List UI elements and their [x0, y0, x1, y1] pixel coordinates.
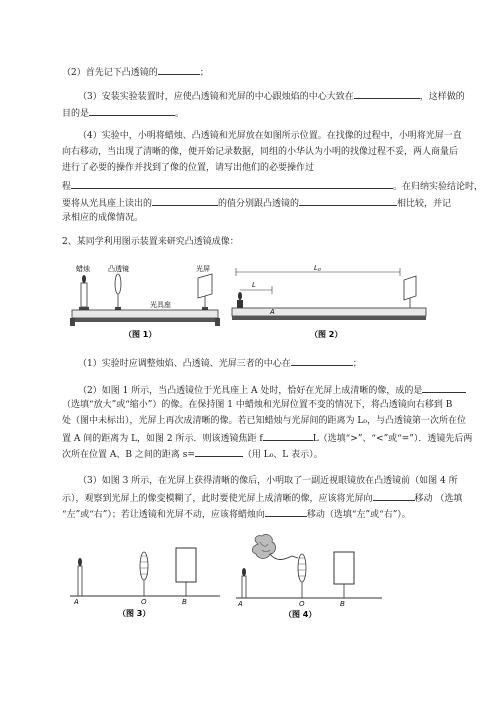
point-a-label: A	[238, 601, 243, 608]
q2-item-3-line2: 示），观察到光屏上的像变模糊了，此时要使光屏上成清晰的像，应该将光屏向 移动 （选填	[62, 491, 462, 505]
answer-blank[interactable]	[354, 89, 420, 99]
candle-icon	[79, 275, 89, 310]
answer-blank[interactable]	[152, 196, 218, 206]
q1-item-4-line5: 要将从光具座上读出的 的值分别跟凸透镜的 相比较，并记	[62, 196, 451, 210]
optical-bench	[232, 308, 426, 320]
q1-item-3-line2: 目的是 。	[62, 106, 184, 120]
convex-lens-icon	[298, 554, 306, 598]
candle-label: 蜡烛	[76, 266, 90, 273]
q2-item-3-line3: “左”或“右”）；若让透镜和光屏不动，应该将蜡烛向 移动（选填“左”或“右”）。	[62, 507, 411, 521]
convex-lens-icon	[140, 552, 148, 596]
q1-item-2: （2）首先记下凸透镜的 ；	[62, 65, 209, 79]
screen-icon	[404, 276, 416, 308]
bench-label: 光具座	[150, 302, 171, 309]
point-a-label: A	[270, 309, 275, 316]
glasses-icon	[252, 534, 298, 559]
q2-item-3-line1: （3）如图 3 所示，在光屏上获得清晰的像后，小明取了一副近视眼镜放在凸透镜前（如图 4 所	[78, 476, 458, 486]
answer-blank[interactable]	[291, 356, 353, 366]
candle-icon	[242, 568, 246, 598]
answer-blank[interactable]	[265, 507, 307, 517]
candle-icon	[237, 292, 243, 308]
q2-item-1: （1）实验时应调整烛焰、凸透镜、光屏三者的中心在 ；	[78, 356, 362, 370]
screen-label: 光屏	[196, 266, 210, 273]
answer-blank[interactable]	[299, 196, 397, 206]
l0-label: L₀	[314, 265, 321, 272]
q2-item-2-line1: （2）如图 1 所示，当凸透镜位于光具座上 A 处时，恰好在光屏上成清晰的像，成的是	[78, 383, 466, 397]
q2-item-2-line5: 次所在位置 A、B 之间的距离 s= （用 L₀、L 表示）。	[62, 447, 323, 461]
answer-blank[interactable]	[195, 447, 243, 457]
convex-lens-icon	[115, 274, 121, 310]
point-o-label: O	[299, 601, 305, 608]
q1-item-3-line1: （3）安装实验装置时，应使凸透镜和光屏的中心跟烛焰的中心大致在 ，这样做的	[78, 89, 465, 103]
answer-blank[interactable]	[263, 431, 313, 441]
figure-1	[68, 262, 224, 340]
q1-item-4-line4: 程 。在归纳实验结论时，	[62, 179, 483, 193]
q1-item-4-line2: 向右移动，当出现了清晰的像，便开始记录数据，同组的小华认为小明的找像过程不妥，两人商量后	[62, 147, 459, 157]
figure-2	[228, 262, 434, 340]
optical-bench	[70, 310, 220, 326]
point-a-label: A	[74, 599, 79, 606]
screen-icon	[198, 274, 212, 310]
answer-blank[interactable]	[373, 491, 415, 501]
answer-blank[interactable]	[422, 383, 466, 393]
q2-item-2-line2: （选填“放大”或“缩小”）的像。在保持图 1 中蜡烛和光屏位置不变的情况下，将凸透镜向右移到 B	[62, 400, 453, 410]
point-b-label: B	[182, 599, 187, 606]
question-2-title: 2、某同学利用图示装置来研究凸透镜成像：	[62, 237, 239, 247]
screen-icon	[176, 548, 196, 596]
candle-icon	[78, 558, 82, 596]
screen-icon	[334, 552, 354, 598]
answer-blank[interactable]	[71, 179, 393, 189]
figure-3	[66, 540, 224, 620]
q1-item-4-line1: （4）实验中，小明将蜡烛、凸透镜和光屏放在如图所示位置。在找像的过程中，小明将光屏一直	[78, 131, 462, 141]
figure-4	[232, 532, 388, 620]
point-b-label: B	[340, 601, 345, 608]
figure-1-caption: （图 1）	[124, 330, 157, 339]
figure-2-caption: （图 2）	[310, 330, 343, 339]
l-label: L	[252, 282, 256, 289]
answer-blank[interactable]	[158, 65, 200, 75]
lens-label: 凸透镜	[108, 266, 129, 273]
q1-item-4-line6: 录相应的成像情况。	[62, 213, 144, 223]
q2-item-2-line3: 处（图中未标出），光屏上再次成清晰的像。若已知蜡烛与光屏间的距离为 L₀，与凸透镜第一次所在位	[62, 416, 466, 426]
figure-4-caption: （图 4）	[284, 610, 317, 619]
q2-item-2-line4: 置 A 间的距离为 L，如图 2 所示．则该透镜焦距 f L（选填“>”、“<”或“=”）．透镜先后两	[62, 431, 472, 445]
figure-3-caption: （图 3）	[118, 609, 151, 618]
point-o-label: O	[141, 599, 147, 606]
answer-blank[interactable]	[89, 106, 175, 116]
q1-item-4-line3: 进行了必要的操作并找到了像的位置，请写出他们的必要操作过	[62, 163, 315, 173]
